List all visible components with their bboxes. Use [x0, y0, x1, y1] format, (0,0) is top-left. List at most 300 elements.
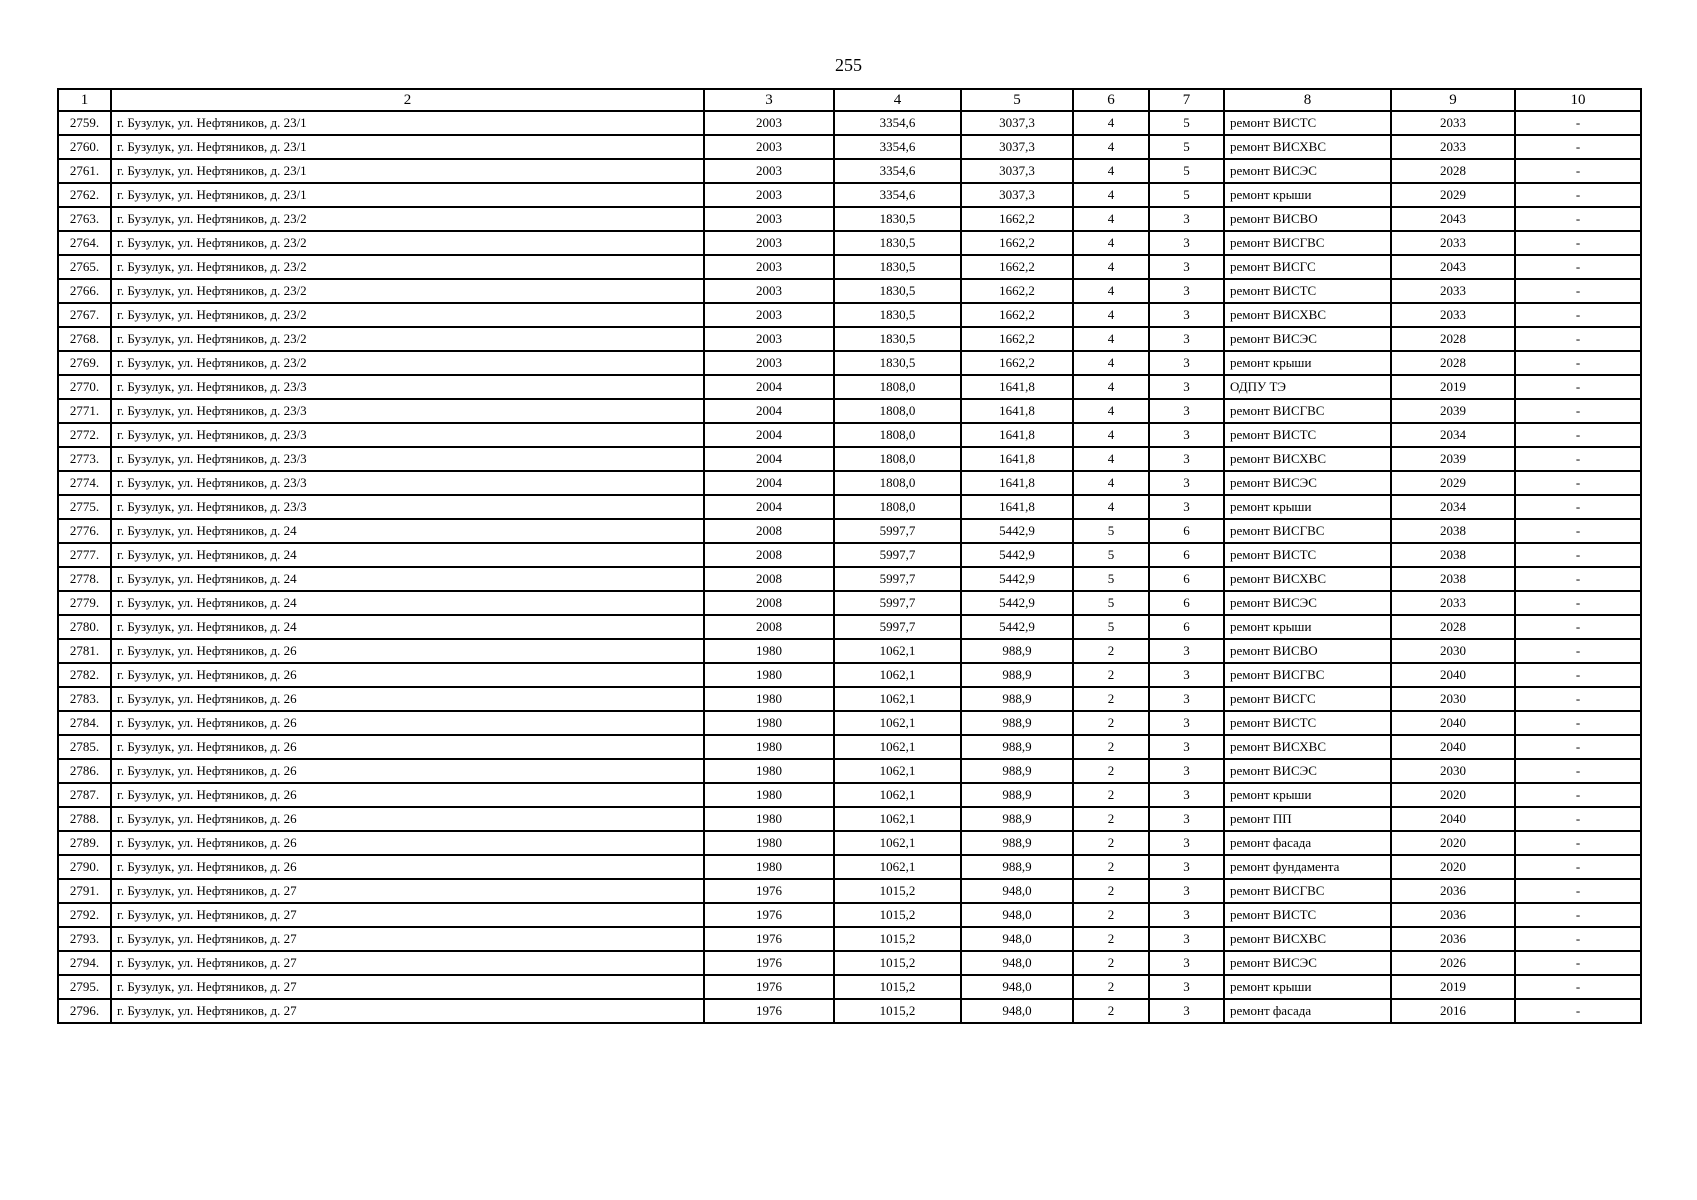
work-type-cell: ремонт ВИСГВС [1224, 399, 1391, 423]
year-built-cell: 1976 [704, 903, 834, 927]
address-cell: г. Бузулук, ул. Нефтяников, д. 23/1 [111, 159, 704, 183]
work-type-cell: ремонт ВИСТС [1224, 711, 1391, 735]
year-built-cell: 1976 [704, 927, 834, 951]
work-type-cell: ремонт фундамента [1224, 855, 1391, 879]
address-cell: г. Бузулук, ул. Нефтяников, д. 23/2 [111, 207, 704, 231]
row-number-cell: 2759. [58, 111, 111, 135]
floors-cell: 2 [1073, 831, 1149, 855]
year-built-cell: 1980 [704, 855, 834, 879]
table-row [58, 831, 1641, 855]
living-area-cell: 5442,9 [961, 543, 1073, 567]
work-type-cell: ремонт ВИСГВС [1224, 519, 1391, 543]
table-row [58, 159, 1641, 183]
total-area-cell: 1062,1 [834, 663, 961, 687]
floors-cell: 4 [1073, 375, 1149, 399]
entrances-cell: 3 [1149, 999, 1224, 1023]
living-area-cell: 948,0 [961, 903, 1073, 927]
table-row [58, 447, 1641, 471]
floors-cell: 4 [1073, 183, 1149, 207]
floors-cell: 4 [1073, 447, 1149, 471]
entrances-cell: 3 [1149, 951, 1224, 975]
row-number-cell: 2786. [58, 759, 111, 783]
work-type-cell: ремонт ВИСГС [1224, 255, 1391, 279]
work-type-cell: ремонт крыши [1224, 975, 1391, 999]
entrances-cell: 3 [1149, 495, 1224, 519]
notes-cell: - [1515, 951, 1641, 975]
table-row [58, 927, 1641, 951]
notes-cell: - [1515, 447, 1641, 471]
work-type-cell: ремонт ВИСЭС [1224, 327, 1391, 351]
work-type-cell: ремонт ВИСВО [1224, 639, 1391, 663]
year-built-cell: 2003 [704, 351, 834, 375]
notes-cell: - [1515, 351, 1641, 375]
notes-cell: - [1515, 207, 1641, 231]
entrances-cell: 5 [1149, 135, 1224, 159]
entrances-cell: 5 [1149, 183, 1224, 207]
entrances-cell: 3 [1149, 663, 1224, 687]
notes-cell: - [1515, 903, 1641, 927]
work-type-cell: ремонт ВИСЭС [1224, 951, 1391, 975]
year-built-cell: 1980 [704, 783, 834, 807]
row-number-cell: 2764. [58, 231, 111, 255]
entrances-cell: 3 [1149, 903, 1224, 927]
row-number-cell: 2760. [58, 135, 111, 159]
work-type-cell: ремонт крыши [1224, 495, 1391, 519]
notes-cell: - [1515, 375, 1641, 399]
total-area-cell: 1015,2 [834, 903, 961, 927]
year-built-cell: 2003 [704, 183, 834, 207]
planned-year-cell: 2029 [1391, 183, 1515, 207]
table-row [58, 999, 1641, 1023]
column-header: 2 [111, 89, 704, 111]
work-type-cell: ремонт крыши [1224, 183, 1391, 207]
notes-cell: - [1515, 159, 1641, 183]
planned-year-cell: 2033 [1391, 231, 1515, 255]
year-built-cell: 2008 [704, 519, 834, 543]
year-built-cell: 1980 [704, 831, 834, 855]
entrances-cell: 3 [1149, 279, 1224, 303]
planned-year-cell: 2028 [1391, 615, 1515, 639]
address-cell: г. Бузулук, ул. Нефтяников, д. 26 [111, 711, 704, 735]
entrances-cell: 3 [1149, 351, 1224, 375]
entrances-cell: 3 [1149, 423, 1224, 447]
work-type-cell: ремонт фасада [1224, 999, 1391, 1023]
floors-cell: 2 [1073, 927, 1149, 951]
year-built-cell: 1980 [704, 639, 834, 663]
year-built-cell: 2004 [704, 423, 834, 447]
floors-cell: 2 [1073, 999, 1149, 1023]
living-area-cell: 988,9 [961, 711, 1073, 735]
work-type-cell: ремонт ВИСХВС [1224, 447, 1391, 471]
planned-year-cell: 2040 [1391, 807, 1515, 831]
table-row [58, 351, 1641, 375]
planned-year-cell: 2038 [1391, 543, 1515, 567]
row-number-cell: 2785. [58, 735, 111, 759]
table-row [58, 903, 1641, 927]
year-built-cell: 2008 [704, 543, 834, 567]
address-cell: г. Бузулук, ул. Нефтяников, д. 24 [111, 591, 704, 615]
work-type-cell: ремонт ВИСТС [1224, 111, 1391, 135]
row-number-cell: 2781. [58, 639, 111, 663]
work-type-cell: ремонт ВИСТС [1224, 543, 1391, 567]
planned-year-cell: 2043 [1391, 207, 1515, 231]
living-area-cell: 988,9 [961, 735, 1073, 759]
planned-year-cell: 2038 [1391, 567, 1515, 591]
year-built-cell: 2003 [704, 231, 834, 255]
table-row [58, 111, 1641, 135]
address-cell: г. Бузулук, ул. Нефтяников, д. 26 [111, 759, 704, 783]
total-area-cell: 3354,6 [834, 159, 961, 183]
floors-cell: 5 [1073, 591, 1149, 615]
total-area-cell: 1062,1 [834, 711, 961, 735]
total-area-cell: 5997,7 [834, 591, 961, 615]
address-cell: г. Бузулук, ул. Нефтяников, д. 27 [111, 975, 704, 999]
floors-cell: 2 [1073, 975, 1149, 999]
living-area-cell: 988,9 [961, 759, 1073, 783]
address-cell: г. Бузулук, ул. Нефтяников, д. 23/3 [111, 471, 704, 495]
notes-cell: - [1515, 567, 1641, 591]
total-area-cell: 1808,0 [834, 447, 961, 471]
living-area-cell: 988,9 [961, 663, 1073, 687]
living-area-cell: 948,0 [961, 975, 1073, 999]
row-number-cell: 2788. [58, 807, 111, 831]
planned-year-cell: 2036 [1391, 903, 1515, 927]
total-area-cell: 5997,7 [834, 543, 961, 567]
floors-cell: 4 [1073, 423, 1149, 447]
planned-year-cell: 2033 [1391, 279, 1515, 303]
table-row [58, 183, 1641, 207]
row-number-cell: 2767. [58, 303, 111, 327]
notes-cell: - [1515, 255, 1641, 279]
work-type-cell: ремонт ВИСГВС [1224, 663, 1391, 687]
year-built-cell: 2004 [704, 447, 834, 471]
total-area-cell: 3354,6 [834, 135, 961, 159]
entrances-cell: 3 [1149, 711, 1224, 735]
planned-year-cell: 2028 [1391, 327, 1515, 351]
table-row [58, 687, 1641, 711]
address-cell: г. Бузулук, ул. Нефтяников, д. 26 [111, 663, 704, 687]
year-built-cell: 2008 [704, 591, 834, 615]
notes-cell: - [1515, 663, 1641, 687]
total-area-cell: 1808,0 [834, 375, 961, 399]
floors-cell: 5 [1073, 543, 1149, 567]
floors-cell: 5 [1073, 519, 1149, 543]
row-number-cell: 2771. [58, 399, 111, 423]
living-area-cell: 1641,8 [961, 423, 1073, 447]
floors-cell: 4 [1073, 471, 1149, 495]
table-row [58, 711, 1641, 735]
living-area-cell: 1641,8 [961, 399, 1073, 423]
living-area-cell: 1641,8 [961, 471, 1073, 495]
entrances-cell: 3 [1149, 303, 1224, 327]
address-cell: г. Бузулук, ул. Нефтяников, д. 26 [111, 783, 704, 807]
work-type-cell: ремонт ВИСХВС [1224, 135, 1391, 159]
floors-cell: 4 [1073, 111, 1149, 135]
address-cell: г. Бузулук, ул. Нефтяников, д. 23/2 [111, 279, 704, 303]
row-number-cell: 2763. [58, 207, 111, 231]
table-row [58, 495, 1641, 519]
table-row [58, 303, 1641, 327]
living-area-cell: 988,9 [961, 831, 1073, 855]
row-number-cell: 2765. [58, 255, 111, 279]
address-cell: г. Бузулук, ул. Нефтяников, д. 24 [111, 615, 704, 639]
total-area-cell: 1830,5 [834, 351, 961, 375]
year-built-cell: 1980 [704, 711, 834, 735]
address-cell: г. Бузулук, ул. Нефтяников, д. 26 [111, 807, 704, 831]
living-area-cell: 5442,9 [961, 615, 1073, 639]
planned-year-cell: 2039 [1391, 399, 1515, 423]
work-type-cell: ремонт ВИСХВС [1224, 303, 1391, 327]
address-cell: г. Бузулук, ул. Нефтяников, д. 26 [111, 735, 704, 759]
total-area-cell: 1830,5 [834, 207, 961, 231]
notes-cell: - [1515, 495, 1641, 519]
total-area-cell: 1062,1 [834, 759, 961, 783]
address-cell: г. Бузулук, ул. Нефтяников, д. 24 [111, 519, 704, 543]
notes-cell: - [1515, 471, 1641, 495]
floors-cell: 4 [1073, 231, 1149, 255]
table-row [58, 519, 1641, 543]
year-built-cell: 1976 [704, 879, 834, 903]
total-area-cell: 3354,6 [834, 183, 961, 207]
table-row [58, 543, 1641, 567]
total-area-cell: 5997,7 [834, 567, 961, 591]
living-area-cell: 988,9 [961, 687, 1073, 711]
address-cell: г. Бузулук, ул. Нефтяников, д. 23/1 [111, 183, 704, 207]
notes-cell: - [1515, 831, 1641, 855]
planned-year-cell: 2028 [1391, 159, 1515, 183]
work-type-cell: ремонт крыши [1224, 615, 1391, 639]
floors-cell: 4 [1073, 255, 1149, 279]
entrances-cell: 6 [1149, 591, 1224, 615]
total-area-cell: 1062,1 [834, 783, 961, 807]
row-number-cell: 2772. [58, 423, 111, 447]
row-number-cell: 2761. [58, 159, 111, 183]
floors-cell: 5 [1073, 615, 1149, 639]
living-area-cell: 988,9 [961, 807, 1073, 831]
floors-cell: 4 [1073, 495, 1149, 519]
planned-year-cell: 2040 [1391, 663, 1515, 687]
living-area-cell: 948,0 [961, 999, 1073, 1023]
living-area-cell: 1662,2 [961, 351, 1073, 375]
notes-cell: - [1515, 591, 1641, 615]
notes-cell: - [1515, 519, 1641, 543]
address-cell: г. Бузулук, ул. Нефтяников, д. 23/3 [111, 495, 704, 519]
year-built-cell: 2003 [704, 279, 834, 303]
planned-year-cell: 2034 [1391, 423, 1515, 447]
living-area-cell: 1662,2 [961, 255, 1073, 279]
row-number-cell: 2790. [58, 855, 111, 879]
work-type-cell: ремонт ПП [1224, 807, 1391, 831]
table-row [58, 375, 1641, 399]
notes-cell: - [1515, 399, 1641, 423]
planned-year-cell: 2026 [1391, 951, 1515, 975]
address-cell: г. Бузулук, ул. Нефтяников, д. 27 [111, 951, 704, 975]
notes-cell: - [1515, 111, 1641, 135]
floors-cell: 4 [1073, 279, 1149, 303]
floors-cell: 4 [1073, 303, 1149, 327]
year-built-cell: 1980 [704, 759, 834, 783]
work-type-cell: ОДПУ ТЭ [1224, 375, 1391, 399]
total-area-cell: 1808,0 [834, 399, 961, 423]
row-number-cell: 2787. [58, 783, 111, 807]
year-built-cell: 1980 [704, 663, 834, 687]
living-area-cell: 3037,3 [961, 135, 1073, 159]
table-row [58, 663, 1641, 687]
entrances-cell: 3 [1149, 231, 1224, 255]
notes-cell: - [1515, 999, 1641, 1023]
living-area-cell: 1641,8 [961, 375, 1073, 399]
entrances-cell: 3 [1149, 927, 1224, 951]
repair-schedule-table [57, 88, 1642, 1024]
table-row [58, 423, 1641, 447]
total-area-cell: 1830,5 [834, 231, 961, 255]
work-type-cell: ремонт крыши [1224, 351, 1391, 375]
notes-cell: - [1515, 975, 1641, 999]
column-header: 9 [1391, 89, 1515, 111]
address-cell: г. Бузулук, ул. Нефтяников, д. 23/2 [111, 327, 704, 351]
entrances-cell: 3 [1149, 759, 1224, 783]
entrances-cell: 6 [1149, 567, 1224, 591]
living-area-cell: 3037,3 [961, 111, 1073, 135]
address-cell: г. Бузулук, ул. Нефтяников, д. 26 [111, 831, 704, 855]
column-header: 5 [961, 89, 1073, 111]
work-type-cell: ремонт ВИСГВС [1224, 231, 1391, 255]
address-cell: г. Бузулук, ул. Нефтяников, д. 23/1 [111, 111, 704, 135]
work-type-cell: ремонт ВИСТС [1224, 279, 1391, 303]
total-area-cell: 1015,2 [834, 927, 961, 951]
table-row [58, 207, 1641, 231]
table-body [58, 111, 1641, 1023]
row-number-cell: 2779. [58, 591, 111, 615]
year-built-cell: 2003 [704, 135, 834, 159]
total-area-cell: 1062,1 [834, 831, 961, 855]
column-header: 4 [834, 89, 961, 111]
notes-cell: - [1515, 759, 1641, 783]
living-area-cell: 1662,2 [961, 303, 1073, 327]
floors-cell: 2 [1073, 879, 1149, 903]
notes-cell: - [1515, 423, 1641, 447]
planned-year-cell: 2019 [1391, 975, 1515, 999]
notes-cell: - [1515, 927, 1641, 951]
total-area-cell: 5997,7 [834, 519, 961, 543]
planned-year-cell: 2029 [1391, 471, 1515, 495]
living-area-cell: 948,0 [961, 951, 1073, 975]
row-number-cell: 2770. [58, 375, 111, 399]
page-number: 255 [835, 55, 862, 75]
work-type-cell: ремонт ВИСГВС [1224, 879, 1391, 903]
entrances-cell: 3 [1149, 735, 1224, 759]
notes-cell: - [1515, 879, 1641, 903]
planned-year-cell: 2020 [1391, 855, 1515, 879]
row-number-cell: 2777. [58, 543, 111, 567]
year-built-cell: 2004 [704, 471, 834, 495]
year-built-cell: 2003 [704, 327, 834, 351]
floors-cell: 4 [1073, 327, 1149, 351]
column-header: 8 [1224, 89, 1391, 111]
living-area-cell: 1641,8 [961, 447, 1073, 471]
work-type-cell: ремонт ВИСЭС [1224, 759, 1391, 783]
year-built-cell: 2008 [704, 567, 834, 591]
living-area-cell: 1662,2 [961, 279, 1073, 303]
floors-cell: 4 [1073, 159, 1149, 183]
table-row [58, 975, 1641, 999]
table-row [58, 135, 1641, 159]
year-built-cell: 2008 [704, 615, 834, 639]
floors-cell: 2 [1073, 783, 1149, 807]
row-number-cell: 2793. [58, 927, 111, 951]
table-header-row [58, 89, 1641, 111]
year-built-cell: 1976 [704, 951, 834, 975]
planned-year-cell: 2030 [1391, 759, 1515, 783]
work-type-cell: ремонт ВИСХВС [1224, 735, 1391, 759]
living-area-cell: 1662,2 [961, 231, 1073, 255]
floors-cell: 2 [1073, 855, 1149, 879]
living-area-cell: 1641,8 [961, 495, 1073, 519]
table-row [58, 255, 1641, 279]
total-area-cell: 1015,2 [834, 879, 961, 903]
table-row [58, 231, 1641, 255]
row-number-cell: 2791. [58, 879, 111, 903]
address-cell: г. Бузулук, ул. Нефтяников, д. 23/3 [111, 375, 704, 399]
planned-year-cell: 2033 [1391, 111, 1515, 135]
work-type-cell: ремонт ВИСВО [1224, 207, 1391, 231]
address-cell: г. Бузулук, ул. Нефтяников, д. 23/2 [111, 303, 704, 327]
row-number-cell: 2776. [58, 519, 111, 543]
total-area-cell: 1062,1 [834, 855, 961, 879]
living-area-cell: 988,9 [961, 855, 1073, 879]
column-header: 6 [1073, 89, 1149, 111]
table-row [58, 951, 1641, 975]
total-area-cell: 1062,1 [834, 639, 961, 663]
address-cell: г. Бузулук, ул. Нефтяников, д. 26 [111, 639, 704, 663]
table-row [58, 591, 1641, 615]
address-cell: г. Бузулук, ул. Нефтяников, д. 23/3 [111, 447, 704, 471]
work-type-cell: ремонт ВИСЭС [1224, 471, 1391, 495]
floors-cell: 5 [1073, 567, 1149, 591]
total-area-cell: 1015,2 [834, 975, 961, 999]
entrances-cell: 3 [1149, 639, 1224, 663]
planned-year-cell: 2043 [1391, 255, 1515, 279]
floors-cell: 4 [1073, 399, 1149, 423]
year-built-cell: 2004 [704, 399, 834, 423]
total-area-cell: 1015,2 [834, 951, 961, 975]
address-cell: г. Бузулук, ул. Нефтяников, д. 23/2 [111, 255, 704, 279]
row-number-cell: 2796. [58, 999, 111, 1023]
notes-cell: - [1515, 543, 1641, 567]
floors-cell: 2 [1073, 807, 1149, 831]
entrances-cell: 3 [1149, 471, 1224, 495]
table-row [58, 855, 1641, 879]
year-built-cell: 2003 [704, 111, 834, 135]
entrances-cell: 3 [1149, 783, 1224, 807]
table-row [58, 735, 1641, 759]
living-area-cell: 5442,9 [961, 591, 1073, 615]
entrances-cell: 3 [1149, 879, 1224, 903]
planned-year-cell: 2020 [1391, 831, 1515, 855]
table-row [58, 759, 1641, 783]
planned-year-cell: 2036 [1391, 879, 1515, 903]
floors-cell: 2 [1073, 759, 1149, 783]
address-cell: г. Бузулук, ул. Нефтяников, д. 26 [111, 687, 704, 711]
address-cell: г. Бузулук, ул. Нефтяников, д. 27 [111, 927, 704, 951]
row-number-cell: 2789. [58, 831, 111, 855]
year-built-cell: 1980 [704, 807, 834, 831]
total-area-cell: 1808,0 [834, 495, 961, 519]
notes-cell: - [1515, 327, 1641, 351]
entrances-cell: 3 [1149, 399, 1224, 423]
entrances-cell: 6 [1149, 615, 1224, 639]
row-number-cell: 2769. [58, 351, 111, 375]
